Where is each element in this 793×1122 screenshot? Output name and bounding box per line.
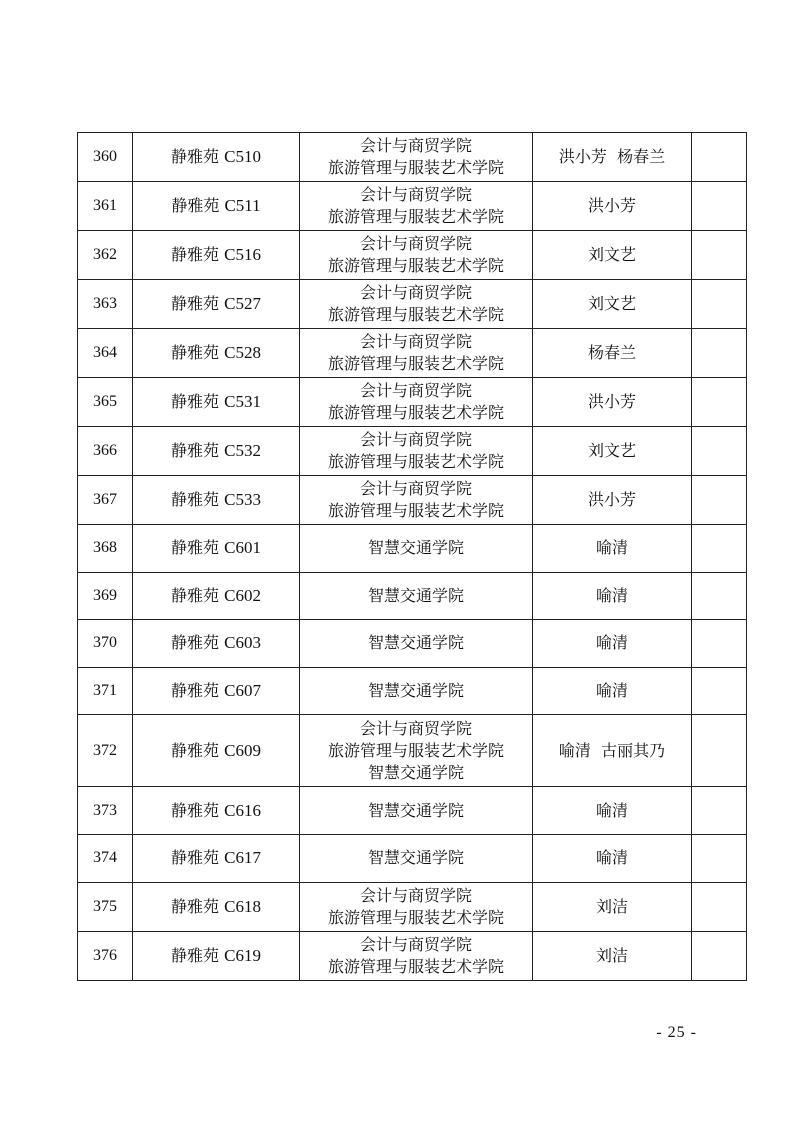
table-row [78, 476, 747, 525]
building-name: 静雅苑 [171, 633, 220, 653]
room-code: C532 [224, 441, 261, 460]
college-cell [300, 882, 533, 931]
room-code: C618 [224, 896, 261, 916]
row-number-cell: 372 [78, 715, 133, 787]
college-name: 旅游管理与服装艺术学院 [327, 501, 504, 520]
room-code: C603 [224, 633, 261, 653]
room-cell [133, 572, 300, 620]
room-code: C533 [224, 490, 261, 509]
college-name: 会计与商贸学院 [359, 479, 472, 498]
college-name: 会计与商贸学院 [359, 234, 472, 253]
room-cell [133, 280, 300, 329]
college-cell [300, 834, 533, 882]
room-cell [133, 133, 300, 182]
building-name: 静雅苑 [171, 441, 220, 460]
counselor-name: 杨春兰 [617, 147, 666, 166]
college-name: 旅游管理与服装艺术学院 [327, 207, 504, 226]
counselor-name: 洪小芳 [558, 147, 607, 166]
table-row [78, 667, 747, 715]
college-name: 旅游管理与服装艺术学院 [327, 403, 504, 422]
counselor-name: 喻清 [558, 740, 591, 760]
counselor-cell [533, 572, 692, 620]
table-row [78, 620, 747, 668]
note-cell [692, 787, 747, 835]
room-code: C516 [224, 245, 261, 264]
college-cell [300, 427, 533, 476]
college-name: 旅游管理与服装艺术学院 [327, 256, 504, 275]
college-cell [300, 280, 533, 329]
note-cell [692, 667, 747, 715]
college-name: 会计与商贸学院 [359, 332, 472, 351]
row-number-cell: 375 [78, 882, 133, 931]
counselor-cell [533, 427, 692, 476]
room-code: C528 [224, 343, 261, 362]
college-name: 旅游管理与服装艺术学院 [327, 956, 504, 976]
counselor-name: 洪小芳 [587, 196, 636, 215]
counselor-cell [533, 133, 692, 182]
college-cell [300, 133, 533, 182]
room-cell [133, 667, 300, 715]
college-name: 旅游管理与服装艺术学院 [327, 907, 504, 927]
note-cell [692, 572, 747, 620]
counselor-cell [533, 931, 692, 980]
college-cell [300, 525, 533, 573]
row-number-cell: 364 [78, 329, 133, 378]
counselor-name: 喻清 [595, 848, 628, 868]
room-cell [133, 378, 300, 427]
room-cell [133, 834, 300, 882]
room-code: C609 [224, 740, 261, 760]
row-number-cell: 370 [78, 620, 133, 668]
counselor-name: 刘洁 [595, 945, 628, 965]
building-name: 静雅苑 [171, 585, 220, 605]
college-cell [300, 667, 533, 715]
note-cell [692, 329, 747, 378]
room-code: C511 [224, 196, 261, 215]
table-row [78, 834, 747, 882]
counselor-cell [533, 667, 692, 715]
room-code: C601 [224, 538, 261, 558]
building-name: 静雅苑 [171, 800, 220, 820]
college-name: 旅游管理与服装艺术学院 [327, 452, 504, 471]
room-code: C619 [224, 945, 261, 965]
counselor-name: 喻清 [595, 538, 628, 558]
room-cell [133, 882, 300, 931]
row-number-cell: 376 [78, 931, 133, 980]
counselor-cell [533, 715, 692, 787]
table-row [78, 231, 747, 280]
counselor-name: 喻清 [595, 633, 628, 653]
row-number-cell: 373 [78, 787, 133, 835]
counselor-name: 刘文艺 [587, 441, 636, 460]
table-body [78, 133, 747, 981]
college-cell [300, 182, 533, 231]
college-name: 智慧交通学院 [367, 633, 464, 653]
college-cell [300, 231, 533, 280]
note-cell [692, 476, 747, 525]
row-number-cell: 361 [78, 182, 133, 231]
building-name: 静雅苑 [171, 147, 220, 166]
room-cell [133, 182, 300, 231]
building-name: 静雅苑 [171, 196, 220, 215]
table-row [78, 427, 747, 476]
counselor-name: 喻清 [595, 800, 628, 820]
counselor-cell [533, 280, 692, 329]
college-name: 会计与商贸学院 [359, 718, 472, 738]
page-number: - 25 - [656, 1024, 697, 1041]
counselor-cell [533, 834, 692, 882]
room-cell [133, 329, 300, 378]
row-number-cell: 374 [78, 834, 133, 882]
college-name: 会计与商贸学院 [359, 136, 472, 155]
college-name: 会计与商贸学院 [359, 381, 472, 400]
table-row [78, 182, 747, 231]
room-cell [133, 427, 300, 476]
building-name: 静雅苑 [171, 294, 220, 313]
row-number-cell: 369 [78, 572, 133, 620]
note-cell [692, 834, 747, 882]
room-code: C616 [224, 800, 261, 820]
table-row [78, 715, 747, 787]
building-name: 静雅苑 [171, 945, 220, 965]
building-name: 静雅苑 [171, 538, 220, 558]
note-cell [692, 931, 747, 980]
building-name: 静雅苑 [171, 681, 220, 701]
college-name: 旅游管理与服装艺术学院 [327, 354, 504, 373]
row-number-cell: 366 [78, 427, 133, 476]
counselor-cell [533, 882, 692, 931]
building-name: 静雅苑 [171, 740, 220, 760]
college-name: 智慧交通学院 [367, 681, 464, 701]
college-name: 智慧交通学院 [367, 585, 464, 605]
note-cell [692, 231, 747, 280]
college-name: 会计与商贸学院 [359, 185, 472, 204]
college-cell [300, 787, 533, 835]
counselor-name: 喻清 [595, 585, 628, 605]
college-cell [300, 715, 533, 787]
college-cell [300, 572, 533, 620]
building-name: 静雅苑 [171, 343, 220, 362]
building-name: 静雅苑 [171, 848, 220, 868]
row-number-cell: 363 [78, 280, 133, 329]
room-cell [133, 476, 300, 525]
table-row [78, 133, 747, 182]
counselor-cell [533, 231, 692, 280]
note-cell [692, 378, 747, 427]
counselor-name: 杨春兰 [587, 343, 636, 362]
college-name: 旅游管理与服装艺术学院 [327, 740, 504, 760]
table-row [78, 882, 747, 931]
note-cell [692, 182, 747, 231]
counselor-name: 古丽其乃 [601, 740, 666, 760]
counselor-cell [533, 182, 692, 231]
row-number-cell: 368 [78, 525, 133, 573]
college-name: 智慧交通学院 [367, 848, 464, 868]
room-cell [133, 931, 300, 980]
note-cell [692, 280, 747, 329]
table-row [78, 787, 747, 835]
counselor-cell [533, 329, 692, 378]
counselor-name: 刘文艺 [587, 245, 636, 264]
counselor-name: 洪小芳 [587, 490, 636, 509]
building-name: 静雅苑 [171, 392, 220, 411]
counselor-cell [533, 378, 692, 427]
college-cell [300, 476, 533, 525]
counselor-name: 刘文艺 [587, 294, 636, 313]
college-name: 会计与商贸学院 [359, 934, 472, 954]
room-cell [133, 525, 300, 573]
note-cell [692, 525, 747, 573]
college-name: 旅游管理与服装艺术学院 [327, 305, 504, 324]
counselor-cell [533, 787, 692, 835]
note-cell [692, 620, 747, 668]
row-number-cell: 360 [78, 133, 133, 182]
counselor-cell [533, 525, 692, 573]
college-name: 智慧交通学院 [367, 800, 464, 820]
room-code: C531 [224, 392, 261, 411]
room-code: C510 [224, 147, 261, 166]
counselor-name: 喻清 [595, 681, 628, 701]
table-row [78, 525, 747, 573]
college-name: 会计与商贸学院 [359, 283, 472, 302]
note-cell [692, 427, 747, 476]
table-row [78, 280, 747, 329]
college-cell [300, 620, 533, 668]
row-number-cell: 371 [78, 667, 133, 715]
room-code: C607 [224, 681, 261, 701]
row-number-cell: 367 [78, 476, 133, 525]
note-cell [692, 715, 747, 787]
note-cell [692, 882, 747, 931]
college-name: 旅游管理与服装艺术学院 [327, 158, 504, 177]
counselor-cell [533, 620, 692, 668]
building-name: 静雅苑 [171, 490, 220, 509]
row-number-cell: 362 [78, 231, 133, 280]
table-row [78, 378, 747, 427]
room-cell [133, 231, 300, 280]
room-cell [133, 787, 300, 835]
room-code: C527 [224, 294, 261, 313]
college-name: 智慧交通学院 [367, 762, 464, 782]
building-name: 静雅苑 [171, 245, 220, 264]
room-code: C617 [224, 848, 261, 868]
table-row [78, 329, 747, 378]
table-row [78, 572, 747, 620]
counselor-name: 洪小芳 [587, 392, 636, 411]
college-cell [300, 329, 533, 378]
counselor-name: 刘洁 [595, 896, 628, 916]
row-number-cell: 365 [78, 378, 133, 427]
room-cell [133, 620, 300, 668]
note-cell [692, 133, 747, 182]
table-row [78, 931, 747, 980]
college-name: 会计与商贸学院 [359, 885, 472, 905]
college-cell [300, 378, 533, 427]
dormitory-table [77, 132, 747, 981]
college-name: 智慧交通学院 [367, 538, 464, 558]
college-cell [300, 931, 533, 980]
room-code: C602 [224, 585, 261, 605]
college-name: 会计与商贸学院 [359, 430, 472, 449]
room-cell [133, 715, 300, 787]
counselor-cell [533, 476, 692, 525]
building-name: 静雅苑 [171, 896, 220, 916]
